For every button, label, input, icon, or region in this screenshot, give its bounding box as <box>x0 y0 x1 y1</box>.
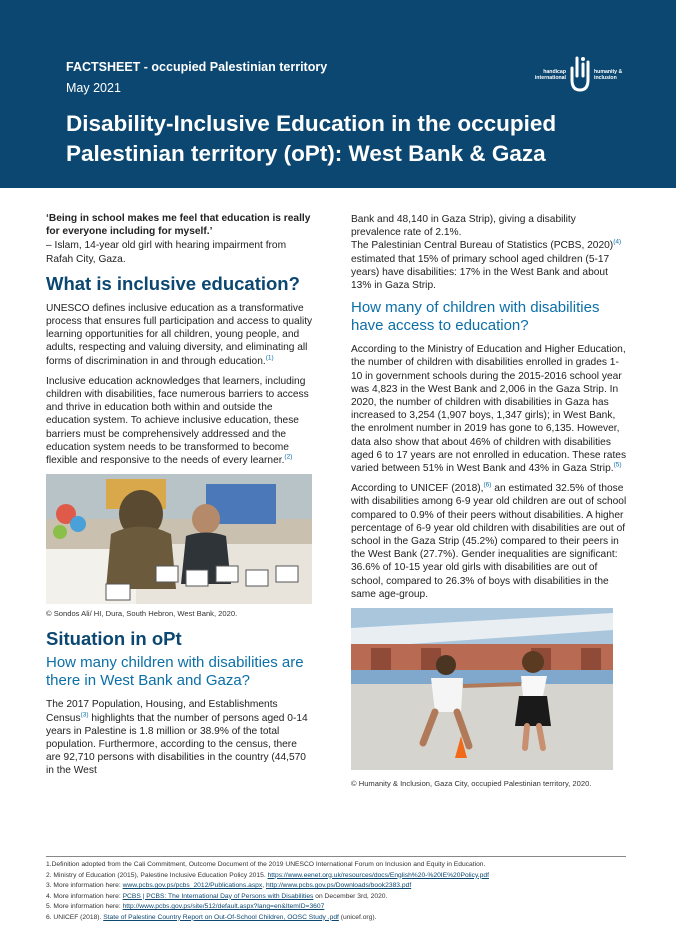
footnote-3-link-b[interactable]: http://www.pcbs.gov.ps/Downloads/book2383.pdf <box>265 882 412 889</box>
ref-2: (2) <box>284 453 293 461</box>
page-title: Disability-Inclusive Education in the occupied Palestinian territory (oPt): West Bank & Gaza <box>66 111 557 166</box>
hi-logo <box>528 52 628 96</box>
footnote-5: 5. More information here: http://www.pcbs.gov.ps/site/512/default.aspx?lang=en&ItemID=3607 <box>46 903 325 910</box>
quote-attribution: – Islam, 14-year old girl with hearing impairment from Rafah City, Gaza. <box>46 240 287 265</box>
footnote-4-link[interactable]: PCBS | PCBS: The International Day of Persons with Disabilities <box>122 892 314 900</box>
paragraph-barriers: Inclusive education acknowledges that learners, including children with disabilities, face numerous barriers to access and thrive in education both within and outside the education system. To achieve inclusive education, these barriers must be comprehensively addressed and the education system needs to be transformed to become flexible and responsive to the needs of every learner.$^{(2)}$ <box>46 375 309 467</box>
footnote-6-link[interactable]: State of Palestine Country Report on Out-Of-School Children, OOSC Study .pdf <box>103 913 339 921</box>
footnote-2: 2. Ministry of Education (2015), Palestine Inclusive Education Policy 2015. https://www.eenet.org.uk/resources/docs/English%20-%20IE%20Policy.pdf <box>46 871 489 879</box>
left-column <box>46 212 314 785</box>
footnote-2-link[interactable]: https://www.eenet.org.uk/resources/docs/English%20-%20IE%20Policy.pdf <box>267 871 489 879</box>
ref-6: (6) <box>483 481 492 489</box>
heading-how-many-children: How many children with disabilities are there in West Bank and Gaza? <box>46 654 304 690</box>
ref-1: (1) <box>265 354 274 362</box>
paragraph-pcbs: The Palestinian Central Bureau of Statistics (PCBS, 2020)$^{(4)}$ estimated that 15% of primary school aged children (5-17 years) have disabilities: 17% in the West Bank and about 13% in Gaza Strip. <box>351 239 622 292</box>
factsheet-kicker: FACTSHEET - occupied Palestinian territory <box>66 60 328 74</box>
publication-date: May 2021 <box>66 81 121 95</box>
heading-situation: Situation in oPt <box>46 628 182 650</box>
playground-photo <box>351 608 613 770</box>
ref-5: (5) <box>613 461 622 469</box>
paragraph-unicef: According to UNICEF (2018),$^{(6)}$ an estimated 32.5% of those with disabilities among 6-9 year old children are out of school compared to 0.9% of their peers without disabilities. A higher percentage of 6-9 year old children with disabilities are out of school in the Gaza Strip (45.2%) compared to their peers in the West Bank (27.7%). Gender inequalities are significant: 36.6% of 10-15 year old girls with disabilities are out of school, compared to 26.3% of boys with disabilities in the same age-group. <box>351 481 627 600</box>
heading-access-education: How many of children with disabilities have access to education? <box>351 299 600 335</box>
footnote-1: 1.Definition adopted from the Cali Commitment, Outcome Document of the 2019 UNESCO International Forum on Inclusion and Equity in Education. <box>46 861 486 868</box>
ref-4: (4) <box>613 239 622 247</box>
footnote-3-link-a[interactable]: www.pcbs.gov.ps/pcbs_2012/Publications.aspx <box>122 882 263 889</box>
photo-caption-right: © Humanity & Inclusion, Gaza City, occupied Palestinian territory, 2020. <box>351 779 592 789</box>
footnote-4: 4. More information here: PCBS | PCBS: The International Day of Persons with Disabilities on December 3rd, 2020. <box>46 892 388 900</box>
header-banner <box>0 0 676 188</box>
photo-caption-left: © Sondos Ali/ HI, Dura, South Hebron, West Bank, 2020. <box>46 609 238 619</box>
logo-right-text: humanity & inclusion <box>594 69 623 81</box>
classroom-photo <box>46 474 312 604</box>
footnotes <box>46 856 626 923</box>
footnote-5-link[interactable]: http://www.pcbs.gov.ps/site/512/default.aspx?lang=en&ItemID=3607 <box>122 903 325 910</box>
footnote-6: 6. UNICEF (2018). State of Palestine Country Report on Out-Of-School Children, OOSC Study .pdf (unicef.org). <box>46 913 377 921</box>
paragraph-census: The 2017 Population, Housing, and Establishments Census$^{(3)}$ highlights that the number of persons aged 0-14 years in Palestine is 1.8 million or 38.9% of the total population. Furthermore, according to the census, there are 92,710 persons with disabilities in the country (44,570 in the West <box>46 699 308 777</box>
logo-left-text: handicap international <box>534 69 566 81</box>
paragraph-unesco: UNESCO defines inclusive education as a transformative process that ensures full participation and access to quality learning opportunities for all children, young people, and adults, respecting and valuing diversity, and eliminating all forms of discrimination in and through education.$^{(1)}$ <box>46 302 313 367</box>
hand-logo-icon <box>568 54 592 94</box>
right-column <box>351 213 627 790</box>
quote-text: ‘Being in school makes me feel that education is really for everyone including for myself.’ <box>46 213 311 238</box>
heading-inclusive-education: What is inclusive education? <box>46 272 300 294</box>
paragraph-continued: Bank and 48,140 in Gaza Strip), giving a disability prevalence rate of 2.1%. <box>351 214 576 239</box>
paragraph-ministry: According to the Ministry of Education and Higher Education, the number of children with disabilities enrolled in grades 1-10 in government schools during the 2015-2016 school year was 4,823 in the West Bank and 2,006 in the Gaza Strip. In 2020, the number of children with disabilities in Gaza has increased to 3,254 (1,907 boys, 1,347 girls); in West Bank, the enrolment number in 2019 has gone to 6,135. However, data also show that about 46% of children with disabilities aged 6 to 17 years are not enrolled in education. These rates varied between 51% in West Bank and 43% in Gaza Strip.$^{(5)}$ <box>351 344 627 475</box>
ref-3: (3) <box>80 711 89 719</box>
footnote-3: 3. More information here: www.pcbs.gov.ps/pcbs_2012/Publications.aspx, http://www.pcbs.gov.ps/Downloads/book2383.pdf <box>46 882 412 889</box>
